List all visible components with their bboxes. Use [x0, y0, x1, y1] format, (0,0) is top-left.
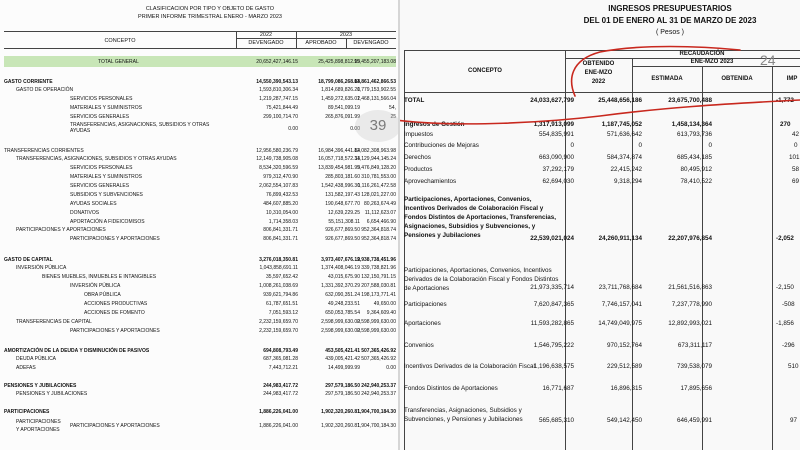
table-row: PARTICIPACIONES Y APORTACIONES 806,841,331.71 926,677,869.50 952,364,818.74 [16, 227, 396, 233]
r-header-concepto: CONCEPTO [468, 68, 502, 74]
table-row: OBRA PÚBLICA 939,621,794.86 632,090,351.24 198,173,771.41 [84, 292, 396, 298]
table-row: AYUDAS SOCIALES 484,607,885.20 190,648,677.70 80,263,674.49 [70, 201, 396, 207]
table-row: SERVICIOS PERSONALES 8,534,320,596.59 13,839,454,981.95 9,476,849,128.20 [70, 165, 396, 171]
table-row: SUBSIDIOS Y SUBVENCIONES 76,899,432.53 131,582,197.43 128,021,227.00 [70, 192, 396, 198]
table-row: PARTICIPACIONES 1,886,226,041.00 1,902,320,260.81 1,904,700,184.30 [4, 409, 396, 415]
left-title-line2: PRIMER INFORME TRIMESTRAL ENERO - MARZO 2023 [138, 14, 282, 20]
r-header-obtenido: OBTENIDO [582, 61, 615, 67]
total-general-row [4, 58, 396, 66]
right-title-units: ( Pesos ) [655, 29, 684, 36]
table-row: SERVICIOS GENERALES 299,100,714.70 265,876,091.99 25 [70, 114, 396, 120]
table-row: MATERIALES Y SUMINISTROS 979,312,470.90 285,803,181.60 310,781,553.00 [70, 174, 396, 180]
total-general-label: TOTAL GENERAL [98, 59, 139, 65]
header-2022: 2022 [259, 32, 273, 38]
header-devengado-2023: DEVENGADO [353, 40, 389, 46]
r-header-imp: IMP [786, 76, 798, 82]
header-bottom-border [4, 48, 396, 49]
table-row: MATERIALES Y SUMINISTROS 75,421,844.49 89,541,099.19 54, [70, 105, 396, 111]
header-devengado-2022: DEVENGADO [248, 40, 284, 46]
table-row: ACCIONES DE FOMENTO 7,051,593.12 650,053,785.54 9,364,609.40 [84, 310, 396, 316]
table-row: ADEFAS 7,443,712.21 14,499,999.99 0.00 [16, 365, 396, 371]
page-number-badge: 24 [760, 52, 776, 68]
r-header-2022: 2022 [591, 79, 606, 85]
right-title-line1: INGRESOS PRESUPUESTARIOS [608, 4, 732, 13]
table-row: GASTO DE CAPITAL 3,276,018,350.81 3,973,407,676.19 2,938,738,451.96 [4, 257, 396, 263]
header-2023: 2023 [339, 32, 353, 38]
table-row: PARTICIPACIONES Y APORTACIONES PARTICIPACIONES Y APORTACIONES 1,886,226,041.00 1,902,320,260.81 1,904,700,184.30 [16, 419, 396, 433]
header-aprobado: APROBADO [305, 40, 337, 46]
r-header-enemzo-2023: ENE-MZO 2023 [690, 59, 734, 65]
total-general-aprobado: 25,425,898,812.95 [318, 59, 360, 65]
handwritten-red-circle-annotation [400, 0, 800, 450]
table-row: INVERSIÓN PÚBLICA 1,008,261,038.69 1,331,392,370.29 207,588,030.81 [70, 283, 396, 289]
table-row: BIENES MUEBLES, INMUEBLES E INTANGIBLES 35,597,652.42 43,015,675.90 132,150,791.15 [42, 274, 396, 280]
left-title-line1: CLASIFICACION POR TIPO Y OBJETO DE GASTO [145, 6, 275, 12]
table-row: PARTICIPACIONES Y APORTACIONES 806,841,331.71 926,677,869.50 952,364,818.74 [70, 236, 396, 242]
page-number-badge: 39 [355, 110, 401, 142]
table-row: TRANSFERENCIAS, ASIGNACIONES, SUBSIDIOS Y OTRAS AYUDAS 0.00 0.00 [70, 122, 360, 134]
table-row: AMORTIZACIÓN DE LA DEUDA Y DISMINUCIÓN DE PASIVOS 694,808,793.49 453,505,421.41 507,365,426.92 [4, 348, 396, 354]
table-row: SERVICIOS PERSONALES 1,219,287,747.15 1,459,272,635.02 1,468,131,566.04 [70, 96, 396, 102]
table-row: PENSIONES Y JUBILACIONES 244,983,417.72 297,579,186.50 242,940,253.37 [4, 383, 396, 389]
header-concepto: CONCEPTO [104, 38, 136, 44]
total-general-2022: 20,652,427,146.15 [256, 59, 298, 65]
table-row: GASTO DE OPERACIÓN 1,593,810,306.34 1,814,689,826.20 1,779,153,902.55 [16, 87, 396, 93]
table-row: DONATIVOS 10,310,054.00 12,639,229.25 11,112,623.07 [70, 210, 396, 216]
table-row: TRANSFERENCIAS DE CAPITAL 2,232,159,659.70 2,598,999,630.00 2,598,999,630.00 [16, 319, 396, 325]
table-row: TRANSFERENCIAS CORRIENTES 12,956,580,236.79 16,984,396,441.84 12,082,308,963.98 [4, 148, 396, 154]
table-row: PARTICIPACIONES Y APORTACIONES 2,232,159,659.70 2,598,999,630.00 2,598,999,630.00 [70, 328, 396, 334]
left-document-page [0, 0, 398, 450]
table-row: TRANSFERENCIAS, ASIGNACIONES, SUBSIDIOS Y OTRAS AYUDAS 12,149,738,905.08 16,057,718,572.34 11,129,944,145.24 [16, 156, 396, 162]
right-title-line2: DEL 01 DE ENERO AL 31 DE MARZO DE 2023 [583, 16, 757, 25]
table-row: INVERSIÓN PÚBLICA 1,043,858,691.11 1,374,408,046.19 339,738,821.96 [16, 265, 396, 271]
table-row: DEUDA PÚBLICA 687,365,081.28 439,005,421.42 507,365,426.92 [16, 356, 396, 362]
r-header-obtenida: OBTENIDA [721, 76, 753, 82]
header-mid-border [236, 38, 396, 39]
table-row: GASTO CORRIENTE 14,550,390,543.13 18,799,086,268.04 13,861,462,866.53 [4, 79, 396, 85]
table-row: APORTACIÓN A FIDEICOMISOS 1,714,358.03 55,151,308.11 6,654,466.90 [70, 219, 396, 225]
r-header-enemzo: ENE-MZO [584, 70, 613, 76]
table-row: ACCIONES PRODUCTIVAS 61,787,651.51 49,248,233.51 49,650.00 [84, 301, 396, 307]
r-header-estimada: ESTIMADA [651, 76, 683, 82]
total-general-devengado: 19,455,207,183.08 [354, 59, 396, 65]
right-document-page: INGRESOS PRESUPUESTARIOS DEL 01 DE ENERO AL 31 DE MARZO DE 2023 ( Pesos ) CONCEPTO RECAUDACIÓN OBTENIDO ENE-MZO 2022 ENE-MZO 2023 ESTIMADA OBTENIDA IMP 24 TOTAL 24,033,627,799 25,448,656,186 23,675,700,488 -1,772 Ingresos de Gestión 1,317,913,099 1,187,745,052 1,458,134,364 270 Impuestos 554,835,991 571,636,642 613,793,736 42 Contribuciones de Mejoras 0 0 0 0 Derechos 663,090,900 584,374,874 685,434,185 101 Productos 37,292,179 22,415,242 80,495,912 58 Aprovechamientos 62,694,030 9,318,294 78,410,522 69 Participaciones, Aportaciones, Convenios, Incentivos Derivados de Colaboración Fiscal y Fondos Distintos de Aportaciones, Transferencias, Asignaciones, Subsidios y Subvenciones, y Pensiones y Jubilaciones 22,539,021,024 24,260,911,134 22,207,976,854 -2,052 Participaciones, Aportaciones, Convenios, Incentivos Derivados de la Colaboración Fiscal y Fondos Distintos de Aportaciones 21,973,335,714 23,711,768,684 21,561,516,863 -2,150 Participaciones 7,620,847,365 7,746,157,041 7,237,778,990 -508 Aportaciones 11,593,282,865 14,749,049,975 12,892,993,021 -1,856 Convenios 1,546,795,222 970,152,764 673,311,117 -296 Incentivos Derivados de la Colaboración Fiscal 1,196,638,575 229,512,589 739,538,079 510 Fondos Distintos de Aportaciones 16,771,687 16,896,315 17,895,656 Transferencias, Asignaciones, Subsidios y Subvenciones, y Pensiones y Jubilaciones 565,685,310 549,142,450 646,459,991 97 [400, 0, 800, 450]
table-row: SERVICIOS GENERALES 2,062,554,107.83 1,542,438,996.30 1,116,261,472.58 [70, 183, 396, 189]
table-row: PENSIONES Y JUBILACIONES 244,983,417.72 297,579,186.50 242,940,253.37 [16, 391, 396, 397]
r-header-recaudacion: RECAUDACIÓN [679, 51, 725, 57]
